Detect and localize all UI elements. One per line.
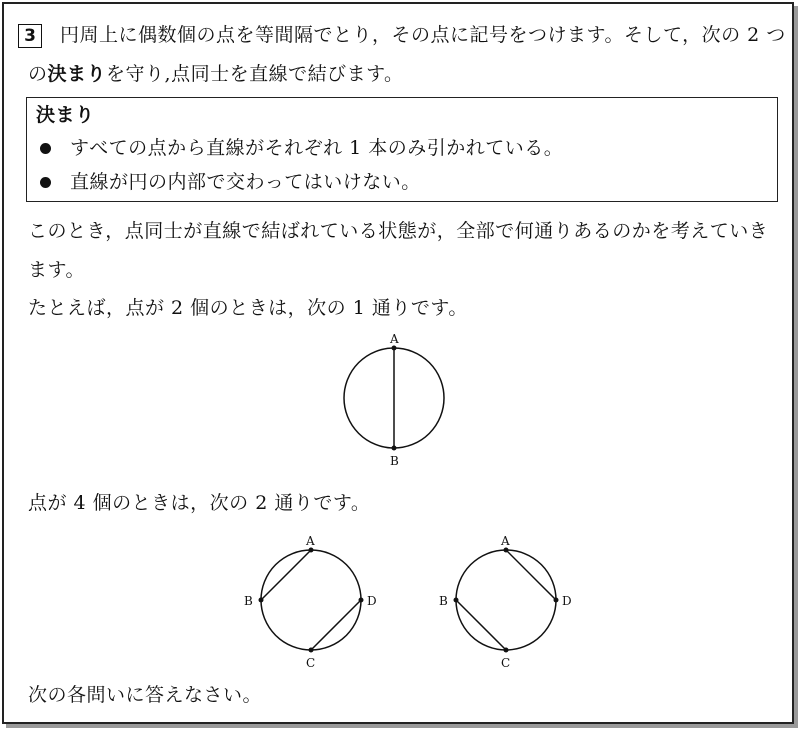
point-a: [392, 346, 397, 351]
label-c: C: [306, 656, 316, 670]
rule-item-1: すべての点から直線がそれぞれ 1 本のみ引かれている。: [70, 137, 564, 159]
point-a: [504, 548, 509, 553]
rule-item-2: 直線が円の内部で交わってはいけない。: [70, 171, 421, 193]
example-four-points-text: 点が 4 個のときは，次の 2 通りです。: [28, 492, 371, 514]
point-b: [392, 446, 397, 451]
rules-title: 決まり: [36, 104, 95, 126]
point-c: [309, 648, 314, 653]
label-a: A: [501, 534, 510, 548]
example-two-points-text: たとえば，点が 2 個のときは，次の 1 通りです。: [28, 297, 468, 319]
question-number: 3: [18, 24, 42, 48]
label-b: B: [244, 594, 253, 608]
label-b: B: [439, 594, 448, 608]
circle: [261, 550, 361, 650]
label-c: C: [501, 656, 511, 670]
para1-line-2: ます。: [28, 259, 85, 281]
label-a: A: [390, 332, 399, 346]
intro-prefix: の: [28, 63, 48, 85]
circle: [456, 550, 556, 650]
diagram-four-points-a: [244, 534, 377, 670]
label-d: D: [367, 594, 377, 608]
label-d: D: [562, 594, 572, 608]
closing-instruction: 次の各問いに答えなさい。: [28, 684, 263, 706]
para1-line-1: このとき，点同士が直線で結ばれている状態が，全部で何通りあるのかを考えていき: [28, 220, 769, 242]
diagram-four-points-b: [439, 534, 572, 670]
point-a: [309, 548, 314, 553]
point-b: [259, 598, 264, 603]
intro-suffix: を守り,点同士を直線で結びます。: [106, 63, 404, 85]
label-a: A: [306, 534, 315, 548]
point-d: [554, 598, 559, 603]
point-d: [359, 598, 364, 603]
label-b: B: [390, 454, 399, 468]
point-b: [454, 598, 459, 603]
intro-bold-rules: 決まり: [47, 63, 107, 85]
intro-line-1: 円周上に偶数個の点を等間隔でとり，その点に記号をつけます。そして，次の 2 つ: [60, 24, 786, 46]
point-c: [504, 648, 509, 653]
diagram-two-points: [344, 332, 444, 468]
